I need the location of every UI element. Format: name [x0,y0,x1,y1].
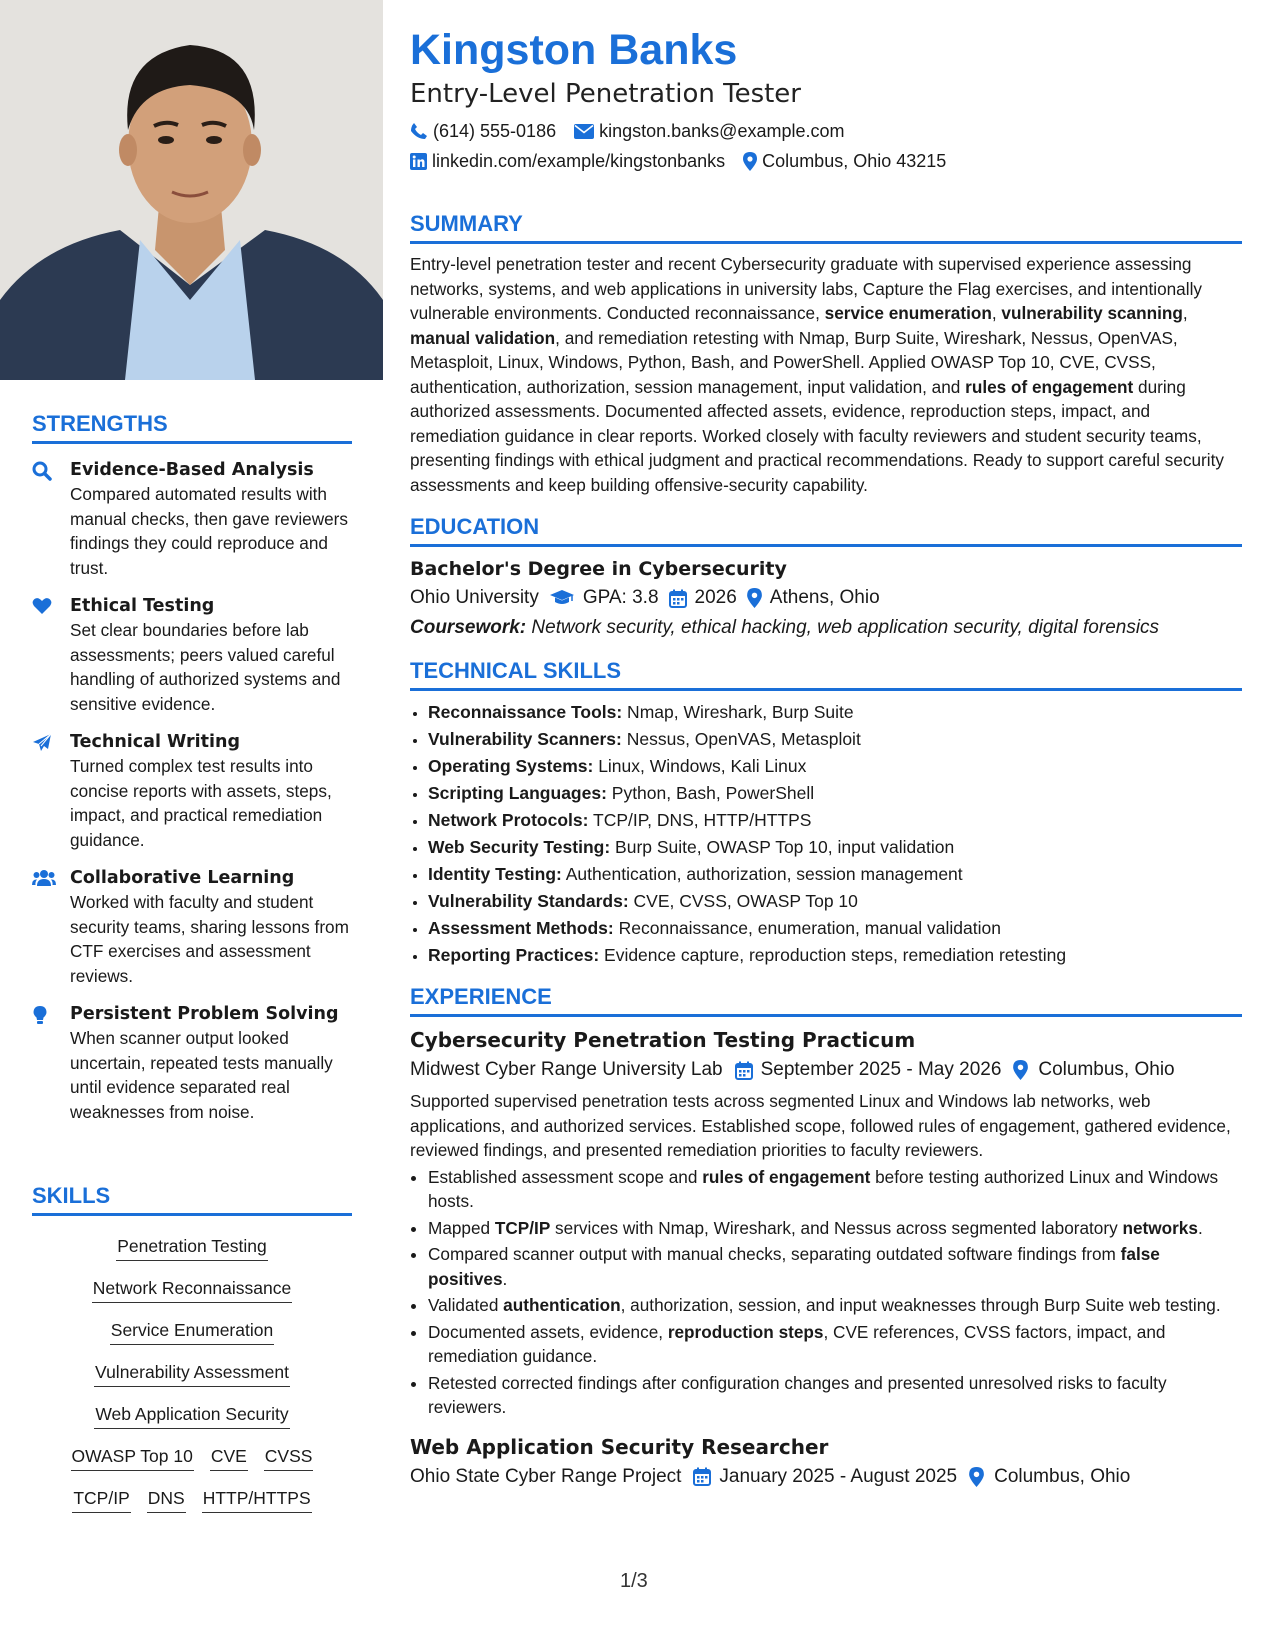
skill-chip: Penetration Testing [116,1232,268,1261]
summary-text: Entry-level penetration tester and recent Cybersecurity graduate with supervised experience assessing networks, systems, and web applications in university labs, Capture the Flag exercises, and intentionally vulnerable environments. Conducted reconnaissance, service enumeration, vulnerability scanning, manual validation, and remediation retesting with Nmap, Burp Suite, Wireshark, Nessus, OpenVAS, Metasploit, Linux, Windows, Python, Bash, and PowerShell. Applied OWASP Top 10, CVE, CVSS, authentication, authorization, session management, input validation, and rules of engagement during authorized assessments. Documented affected assets, evidence, reproduction steps, impact, and remediation guidance in clear reports. Worked closely with faculty reviewers and student security teams, presenting findings with ethical judgment and practical recommendations. Ready to support careful security assessments and keep building offensive-security capability. [410,254,1224,495]
list-item: • Validated authentication, authorization, session, and input weaknesses through Burp Suite web testing. [428,1293,1242,1318]
strengths-section [32,410,352,1138]
skill-chip: OWASP Top 10 [71,1442,194,1471]
job-details [410,1055,1242,1085]
candidate-name: Kingston Banks [410,26,738,74]
search-icon [32,458,70,580]
map-pin-icon [747,588,762,608]
contact-row [410,148,1242,174]
job-title: Cybersecurity Penetration Testing Practicum [410,1028,916,1052]
skill-chip: TCP/IP [72,1484,130,1513]
skill-row [32,1400,352,1429]
map-pin-icon [743,152,762,171]
job-details [410,1462,1242,1492]
phone-icon [410,122,433,140]
list-item: • Established assessment scope and rules of engagement before testing authorized Linux and Windows hosts. [428,1165,1242,1214]
education-title: EDUCATION [410,513,1242,547]
calendar-icon [669,589,687,608]
skill-row [32,1442,352,1471]
calendar-icon [735,1061,753,1080]
school-name: Ohio University [410,587,539,608]
job-org: Ohio State Cyber Range Project [410,1465,682,1487]
envelope-icon [574,124,599,139]
strength-title: Collaborative Learning [70,868,295,888]
job-dates: January 2025 - August 2025 [719,1465,958,1487]
skill-chip: Web Application Security [94,1400,289,1429]
skill-chip: Vulnerability Assessment [94,1358,290,1387]
linkedin-text: linkedin.com/example/kingstonbanks [432,151,726,171]
graduation-year: 2026 [694,587,737,608]
list-item: • Network Protocols: TCP/IP, DNS, HTTP/HTTPS [428,807,1242,834]
list-item: • Reconnaissance Tools: Nmap, Wireshark, Burp Suite [428,699,1242,726]
linkedin-icon [410,153,432,170]
users-icon [32,866,70,988]
skills-title: SKILLS [32,1182,352,1216]
strength-title: Persistent Problem Solving [70,1004,339,1024]
sidebar [0,0,385,1650]
list-item: • Web Security Testing: Burp Suite, OWASP Top 10, input validation [428,834,1242,861]
job-location: Columbus, Ohio [994,1465,1131,1487]
school-location: Athens, Ohio [769,587,880,608]
job-summary: Supported supervised penetration tests across segmented Linux and Windows lab networks, web applications, and authorized services. Established scope, followed rules of engagement, gathered evidence, reviewed findings, and presented remediation priorities to faculty reviewers. [410,1091,1231,1160]
strength-title: Ethical Testing [70,596,215,616]
calendar-icon [693,1467,711,1486]
main-column [410,18,1242,1492]
list-item: • Reporting Practices: Evidence capture, reproduction steps, remediation retesting [428,942,1242,969]
strength-desc: Set clear boundaries before lab assessments; peers valued careful handling of authorized systems and sensitive evidence. [70,620,341,714]
location-text: Columbus, Ohio 43215 [762,151,947,171]
phone-contact[interactable] [410,118,556,144]
strength-title: Technical Writing [70,732,241,752]
graduation-cap-icon [549,589,575,607]
map-pin-icon [969,1467,984,1487]
gpa-text: GPA: 3.8 [582,587,659,608]
list-item: • Compared scanner output with manual checks, separating outdated software findings from false positives. [428,1242,1242,1291]
education-details [410,583,1242,613]
job-bullets [410,1165,1242,1420]
strength-desc: Worked with faculty and student security teams, sharing lessons from CTF exercises and assessment reviews. [70,892,349,986]
experience-title: EXPERIENCE [410,983,1242,1017]
technical-skills-title: TECHNICAL SKILLS [410,657,1242,691]
list-item: • Documented assets, evidence, reproduction steps, CVE references, CVSS factors, impact, and remediation guidance. [428,1320,1242,1369]
skill-row [32,1274,352,1303]
technical-skills-list [410,699,1242,969]
job-title: Web Application Security Researcher [410,1434,829,1459]
strength-item [32,594,352,716]
summary-title: SUMMARY [410,210,1242,244]
page-number: 1/3 [620,1570,648,1592]
contact-row [410,118,1242,144]
list-item: • Retested corrected findings after configuration changes and presented unresolved risks to faculty reviewers. [428,1371,1242,1420]
heart-icon [32,594,70,716]
skill-chip: Service Enumeration [110,1316,274,1345]
email-contact[interactable] [574,118,844,144]
skills-section [32,1182,352,1526]
map-pin-icon [1013,1060,1028,1080]
strength-desc: Turned complex test results into concise reports with assets, steps, impact, and practical remediation guidance. [70,756,332,850]
strengths-title: STRENGTHS [32,410,352,444]
skill-row [32,1232,352,1261]
strength-desc: Compared automated results with manual checks, then gave reviewers findings they could reproduce and trust. [70,484,349,578]
profile-photo [0,0,383,380]
skill-row [32,1358,352,1387]
degree-name: Bachelor's Degree in Cybersecurity [410,558,787,580]
coursework: Coursework: Network security, ethical hacking, web application security, digital forensics [410,617,1160,638]
job-dates: September 2025 - May 2026 [760,1059,1002,1080]
job-org: Midwest Cyber Range University Lab [410,1059,723,1080]
list-item: • Vulnerability Scanners: Nessus, OpenVAS, Metasploit [428,726,1242,753]
list-item: • Mapped TCP/IP services with Nmap, Wireshark, and Nessus across segmented laboratory networks. [428,1216,1242,1241]
skill-chip: CVSS [264,1442,314,1471]
skill-row [32,1316,352,1345]
linkedin-contact[interactable] [410,148,725,174]
strength-item [32,1002,352,1124]
skill-chip: CVE [210,1442,248,1471]
candidate-role: Entry-Level Penetration Tester [410,79,801,109]
paper-plane-icon [32,730,70,852]
strength-item [32,458,352,580]
strength-item [32,866,352,988]
skill-chip: Network Reconnaissance [92,1274,292,1303]
location-contact [743,148,946,174]
skill-chip: HTTP/HTTPS [202,1484,312,1513]
job-location: Columbus, Ohio [1038,1059,1175,1080]
email-text: kingston.banks@example.com [599,121,845,141]
skill-chip: DNS [147,1484,186,1513]
list-item: • Scripting Languages: Python, Bash, PowerShell [428,780,1242,807]
phone-text: (614) 555-0186 [433,121,557,141]
list-item: • Operating Systems: Linux, Windows, Kali Linux [428,753,1242,780]
skill-row [32,1484,352,1513]
list-item: • Vulnerability Standards: CVE, CVSS, OWASP Top 10 [428,888,1242,915]
strength-desc: When scanner output looked uncertain, repeated tests manually until evidence separated real weaknesses from noise. [70,1028,333,1122]
lightbulb-icon [32,1002,70,1124]
strength-title: Evidence-Based Analysis [70,460,314,480]
list-item: • Identity Testing: Authentication, authorization, session management [428,861,1242,888]
strength-item [32,730,352,852]
list-item: • Assessment Methods: Reconnaissance, enumeration, manual validation [428,915,1242,942]
